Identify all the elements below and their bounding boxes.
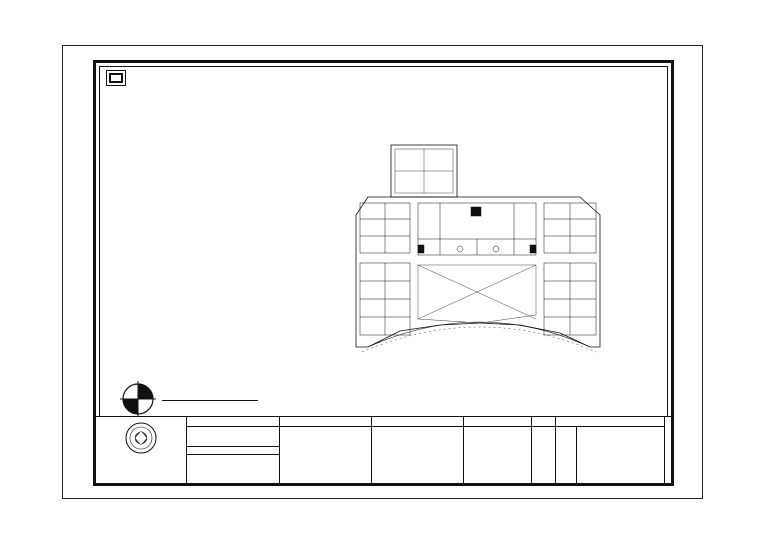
central-core: [418, 203, 536, 255]
author-cell: [371, 417, 463, 483]
scale-cell: [531, 417, 555, 483]
west-wing-rooms: [360, 203, 410, 335]
drawing-area: [99, 66, 668, 417]
drawing-sheet: [62, 45, 703, 499]
building-outline: [356, 145, 600, 352]
east-wing-rooms: [544, 203, 596, 335]
main-building: [356, 197, 600, 347]
institution-cell: [96, 417, 186, 483]
legend-underline: [162, 400, 258, 401]
title-block: [96, 416, 671, 483]
south-facade: [368, 322, 590, 347]
north-arrow-icon: [118, 379, 158, 419]
university-seal-icon: [121, 421, 161, 455]
notes-cell: [555, 417, 664, 483]
course-cell: [186, 417, 279, 483]
atrium-void: [418, 265, 536, 323]
drawing-frame: [93, 60, 674, 486]
sheet-number-cell: [664, 417, 671, 483]
floor-plan: [100, 67, 673, 417]
drawing-name-cell: [463, 417, 531, 483]
supervisor-cell: [279, 417, 371, 483]
